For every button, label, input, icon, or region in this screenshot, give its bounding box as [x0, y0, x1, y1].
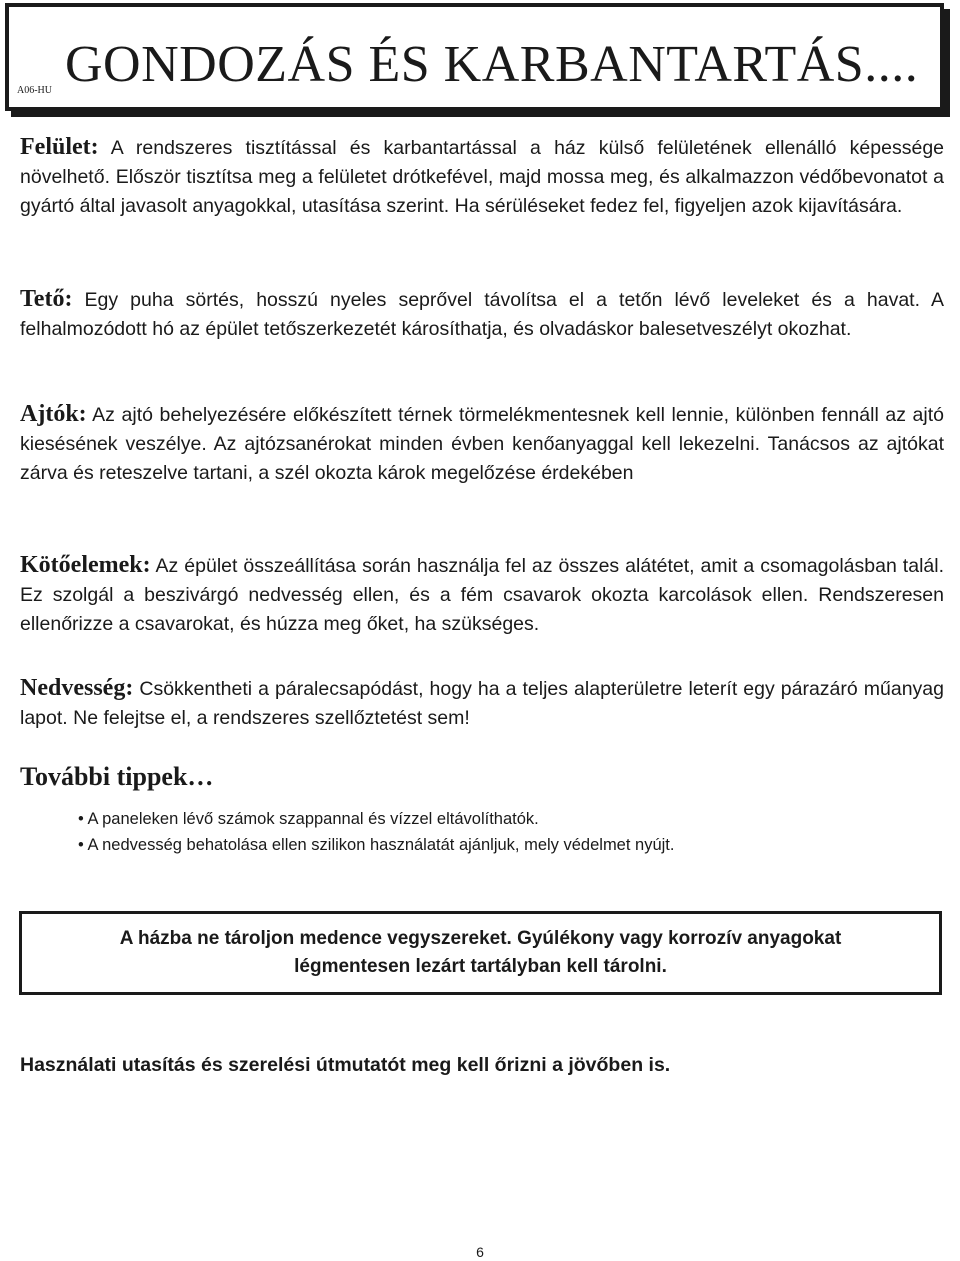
section-moisture — [20, 674, 944, 733]
page-title: GONDOZÁS ÉS KARBANTARTÁS.... — [65, 36, 919, 93]
section-roof — [20, 285, 944, 344]
section-heading-roof: Tető: — [20, 286, 73, 312]
page-number: 6 — [476, 1244, 484, 1260]
warning-box — [19, 911, 942, 995]
title-box — [5, 3, 944, 111]
section-text-roof: Egy puha sörtés, hosszú nyeles seprővel távolítsa el a tetőn lévő leveleket és a havat. A felhalmozódott hó az épület tetőszerkezetét károsíthatja, és olvadáskor balesetveszélyt okozhat. — [20, 289, 944, 340]
document-code: A06-HU — [17, 85, 52, 96]
section-fasteners — [20, 551, 944, 639]
section-heading-surface: Felület: — [20, 134, 99, 160]
section-surface — [20, 133, 944, 221]
section-doors — [20, 400, 944, 488]
section-text-surface: A rendszeres tisztítással és karbantartással a ház külső felületének ellenálló képessége növelhető. Először tisztítsa meg a felületet drótkefével, majd mossa meg, és alkalmazzon védőbevonatot a gyártó által javasolt anyagokkal, utasítása szerint. Ha sérüléseket fedez fel, figyeljen azok kijavítására. — [20, 137, 945, 217]
list-item: • A paneleken lévő számok szappannal és vízzel eltávolíthatók. — [78, 806, 674, 832]
section-heading-doors: Ajtók: — [20, 401, 87, 427]
section-text-fasteners: Az épület összeállítása során használja fel az összes alátétet, amit a csomagolásban talál. Ez szolgál a beszivárgó nedvesség ellen, és a fém csavarok okozta karcolások ellen. Rendszeresen ellenőrizze a csavarokat, és húzza meg őket, ha szükséges. — [20, 555, 944, 635]
warning-line-2: légmentesen lezárt tartályban kell tárolni. — [294, 956, 667, 977]
warning-line-1: A házba ne tároljon medence vegyszereket. Gyúlékony vagy korrozív anyagokat — [119, 928, 842, 949]
tips-title: További tippek… — [20, 762, 214, 791]
tips-list — [78, 806, 674, 858]
footer-note: Használati utasítás és szerelési útmutatót meg kell őrizni a jövőben is. — [20, 1054, 671, 1076]
section-heading-fasteners: Kötőelemek: — [20, 552, 151, 578]
section-text-doors: Az ajtó behelyezésére előkészített térnek törmelékmentesnek kell lennie, különben fennáll az ajtó kiesésének veszélye. Az ajtózsanérokat minden évben kenőanyaggal kell lekezelni. Tanácsos az ajtókat zárva és reteszelve tartani, a szél okozta károk megelőzése érdekében — [20, 404, 944, 484]
section-text-moisture: Csökkentheti a páralecsapódást, hogy ha a teljes alapterületre leterít egy párazáró műanyag lapot. Ne felejtse el, a rendszeres szellőztetést sem! — [20, 678, 944, 729]
section-heading-moisture: Nedvesség: — [20, 675, 134, 701]
list-item: • A nedvesség behatolása ellen szilikon használatát ajánljuk, mely védelmet nyújt. — [78, 832, 674, 858]
